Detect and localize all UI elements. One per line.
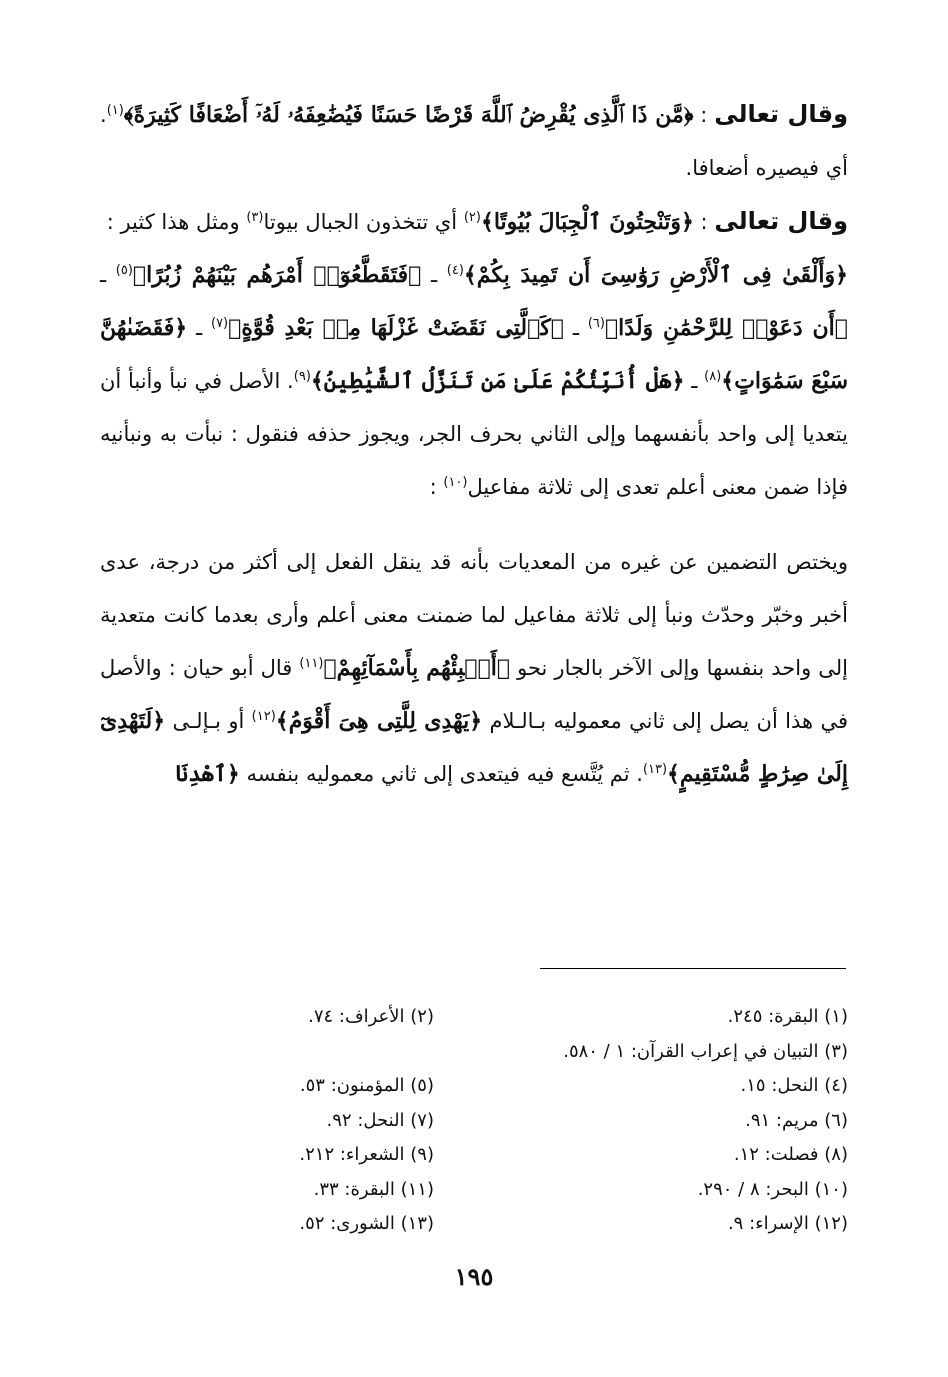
footnote-row bbox=[100, 1104, 848, 1139]
body-text: أي تتخذون الجبال بيوتا bbox=[263, 210, 464, 234]
quran-verse: ﴿فَتَقَطَّعُوٓا۟ أَمْرَهُم بَيْنَهُمْ زُبُرًا﴾ bbox=[132, 262, 422, 288]
body-text: قال أبو حيان : والأصل في هذا أن يصل إلى ثاني معموليه بـالـلام bbox=[100, 656, 848, 733]
body-text: : bbox=[429, 475, 444, 499]
paragraph bbox=[100, 536, 848, 801]
quran-verse: ﴿أَنۢبِئْهُم بِأَسْمَآئِهِمْ﴾ bbox=[323, 655, 511, 681]
paragraph bbox=[100, 195, 848, 249]
footnote-ref: (٨) bbox=[704, 369, 722, 384]
quran-verse: ﴿وَأَلْقَىٰ فِى ٱلْأَرْضِ رَوَٰسِىَ أَن تَمِيدَ بِكُمْ﴾ bbox=[463, 262, 849, 288]
footnote: (٤) النحل: ١٥. bbox=[740, 1075, 848, 1096]
footnote: (١٠) البحر: ٨ / ٢٩٠. bbox=[697, 1178, 848, 1200]
footnote-ref: (٣) bbox=[246, 210, 264, 225]
lead-phrase: وقال تعالى bbox=[714, 100, 848, 128]
footnote: (١١) البقرة: ٣٣. bbox=[313, 1178, 434, 1200]
body-text: أو بـإلـى bbox=[165, 709, 252, 733]
footnote: (٩) الشعراء: ٢١٢. bbox=[299, 1144, 434, 1165]
footnote: (٧) النحل: ٩٢. bbox=[326, 1109, 434, 1131]
footnote-ref: (٦) bbox=[587, 316, 605, 331]
footnote: (٦) مريم: ٩١. bbox=[745, 1109, 848, 1131]
footnote-ref: (١٠) bbox=[443, 475, 468, 490]
footnote: (١٣) الشورى: ٥٢. bbox=[299, 1213, 434, 1234]
footnote: (٨) فصلت: ١٢. bbox=[733, 1144, 848, 1165]
footnote-ref: (٧) bbox=[210, 316, 229, 331]
paragraph bbox=[100, 88, 848, 195]
footnote-separator bbox=[540, 968, 846, 969]
body-text: : bbox=[693, 103, 715, 127]
quran-verse: ﴿هَلْ أُنَبِّئُكُمْ عَلَىٰ مَن تَنَزَّلُ ٱلشَّيَٰطِينُ﴾ bbox=[310, 368, 685, 394]
body-text: ـ bbox=[421, 263, 447, 287]
body-text: . أي فيصيره أضعافا. bbox=[100, 103, 848, 180]
footnote-ref: (٩) bbox=[293, 369, 311, 384]
quran-verse: ﴿مَّن ذَا ٱلَّذِى يُقْرِضُ ٱللَّهَ قَرْضًا حَسَنًا فَيُضَٰعِفَهُۥ لَهُۥٓ أَضْعَافًا كَثِيرَةً﴾ bbox=[123, 102, 694, 128]
footnote-row bbox=[100, 1173, 848, 1208]
footnote bbox=[100, 1035, 434, 1070]
footnotes bbox=[100, 1000, 848, 1242]
page-number: ١٩٥ bbox=[454, 1262, 494, 1291]
main-text bbox=[100, 88, 848, 801]
footnote-ref: (١٣) bbox=[642, 762, 668, 777]
footnote-row bbox=[100, 1000, 848, 1035]
quran-verse: ﴿ٱهْدِنَا bbox=[175, 761, 240, 787]
footnote: (١) البقرة: ٢٤٥. bbox=[727, 1006, 848, 1027]
body-text: . ثم يُتَّسع فيه فيتعدى إلى ثاني معموليه بنفسه bbox=[239, 762, 643, 786]
body-text: ومثل هذا كثير : bbox=[106, 210, 247, 234]
body-text: ويختص التضمين عن غيره من المعديات بأنه قد ينقل الفعل إلى أكثر من درجة، عدى أخبر وخبّر وحدّث ونبأ إلى ثلاثة مفاعيل لما ضمنت معنى أعلم وأرى بعدما كانت متعدية إلى واحد بنفسها وإلى الآخر بالجار نحو bbox=[100, 550, 848, 680]
footnote-ref: (١١) bbox=[299, 656, 324, 671]
body-text: : bbox=[693, 210, 715, 234]
body-text: ـ bbox=[684, 369, 705, 393]
footnote: (٢) الأعراف: ٧٤. bbox=[308, 1006, 434, 1027]
body-text: ـ bbox=[564, 316, 588, 340]
body-text: ـ bbox=[100, 263, 116, 287]
footnote: (١٢) الإسراء: ٩. bbox=[727, 1213, 848, 1234]
footnote-ref: (١) bbox=[106, 103, 124, 118]
footnote: (٥) المؤمنون: ٥٣. bbox=[299, 1075, 434, 1096]
footnote: (٣) التبيان في إعراب القرآن: ١ / ٥٨٠. bbox=[563, 1040, 848, 1062]
footnote-ref: (٤) bbox=[446, 263, 464, 278]
footnote-ref: (٢) bbox=[463, 210, 481, 225]
footnote-row bbox=[100, 1035, 848, 1070]
quran-verse: ﴿فَقَضَىٰهُنَّ سَبْعَ سَمَٰوَاتٍ﴾ bbox=[100, 315, 849, 394]
lead-phrase: وقال تعالى bbox=[714, 207, 848, 235]
footnote-row bbox=[100, 1069, 848, 1104]
quran-verse: ﴿لَتَهْدِىٓ إِلَىٰ صِرَٰطٍ مُّسْتَقِيمٍ﴾ bbox=[100, 708, 848, 787]
footnote-ref: (١٢) bbox=[251, 709, 276, 724]
footnote-ref: (٥) bbox=[115, 263, 133, 278]
quran-verse: ﴿أَن دَعَوْا۟ لِلرَّحْمَٰنِ وَلَدًا﴾ bbox=[604, 315, 848, 341]
body-text: ـ bbox=[187, 316, 211, 340]
paragraph bbox=[100, 249, 848, 514]
quran-verse: ﴿يَهْدِى لِلَّتِى هِىَ أَقْوَمُ﴾ bbox=[275, 708, 483, 734]
footnote-row bbox=[100, 1207, 848, 1242]
footnote-row bbox=[100, 1138, 848, 1173]
body-text: . الأصل في نبأ وأنبأ أن يتعديا إلى واحد بأنفسهما وإلى الثاني بحرف الجر، ويجوز حذفه فنقول : نبأت به ونبأنيه فإذا ضمن معنى أعلم تعدى إلى ثلاثة مفاعيل bbox=[100, 369, 848, 499]
quran-verse: ﴿وَتَنْحِتُونَ ٱلْجِبَالَ بُيُوتًا﴾ bbox=[480, 209, 694, 235]
quran-verse: ﴿كَٱلَّتِى نَقَضَتْ غَزْلَهَا مِنۢ بَعْدِ قُوَّةٍ﴾ bbox=[228, 315, 564, 341]
